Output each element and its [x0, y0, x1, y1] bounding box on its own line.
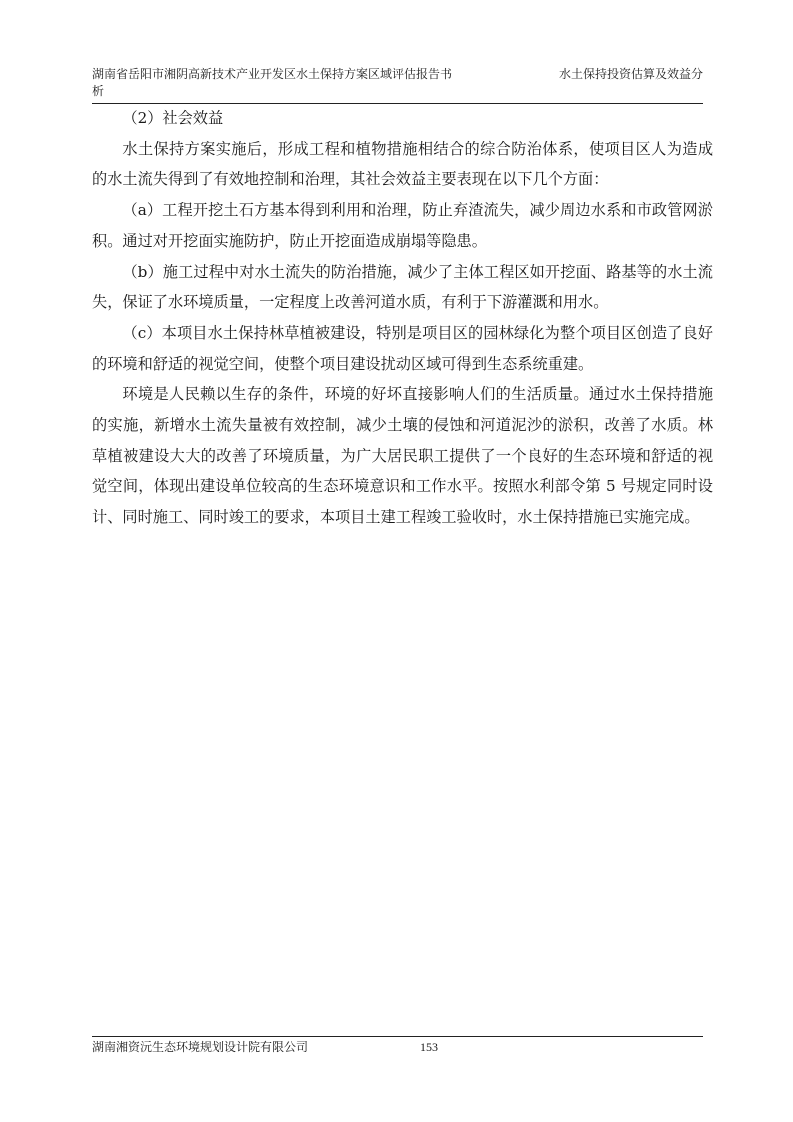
header-chapter-title: 水土保持投资估算及效益分 [558, 67, 703, 81]
footer-divider [92, 1036, 703, 1037]
main-content [92, 103, 713, 533]
footer-company: 湖南湘资沅生态环境规划设计院有限公司 [92, 1040, 309, 1054]
page-number: 153 [420, 1040, 438, 1054]
section-heading: （2）社会效益 [122, 109, 224, 127]
paragraph-environment: 环境是人民赖以生存的条件，环境的好坏直接影响人们的生活质量。通过水土保持措施的实施，新增水土流失量被有效控制，减少土壤的侵蚀和河道泥沙的淤积，改善了水质。林草植被建设大大的改善了环境质量，为广大居民职工提供了一个良好的生态环境和舒适的视觉空间，体现出建设单位较高的生态环境意识和工作水平。按照水利部令第 5 号规定同时设计、同时施工、同时竣工的要求，本项目土建工程竣工验收时，水土保持措施已实施完成。 [92, 385, 713, 527]
paragraph-intro: 水土保持方案实施后，形成工程和植物措施相结合的综合防治体系，使项目区人为造成的水土流失得到了有效地控制和治理，其社会效益主要表现在以下几个方面： [92, 139, 713, 189]
header-report-title: 湖南省岳阳市湘阴高新技术产业开发区水土保持方案区域评估报告书析 [92, 67, 453, 98]
paragraph-item-b: （b）施工过程中对水土流失的防治措施，减少了主体工程区如开挖面、路基等的水土流失，保证了水环境质量，一定程度上改善河道水质，有利于下游灌溉和用水。 [92, 262, 713, 312]
paragraph-item-c: （c）本项目水土保持林草植被建设，特别是项目区的园林绿化为整个项目区创造了良好的环境和舒适的视觉空间，使整个项目建设扰动区域可得到生态系统重建。 [92, 323, 713, 373]
paragraph-item-a: （a）工程开挖土石方基本得到利用和治理，防止弃渣流失，减少周边水系和市政管网淤积。通过对开挖面实施防护，防止开挖面造成崩塌等隐患。 [92, 201, 713, 250]
